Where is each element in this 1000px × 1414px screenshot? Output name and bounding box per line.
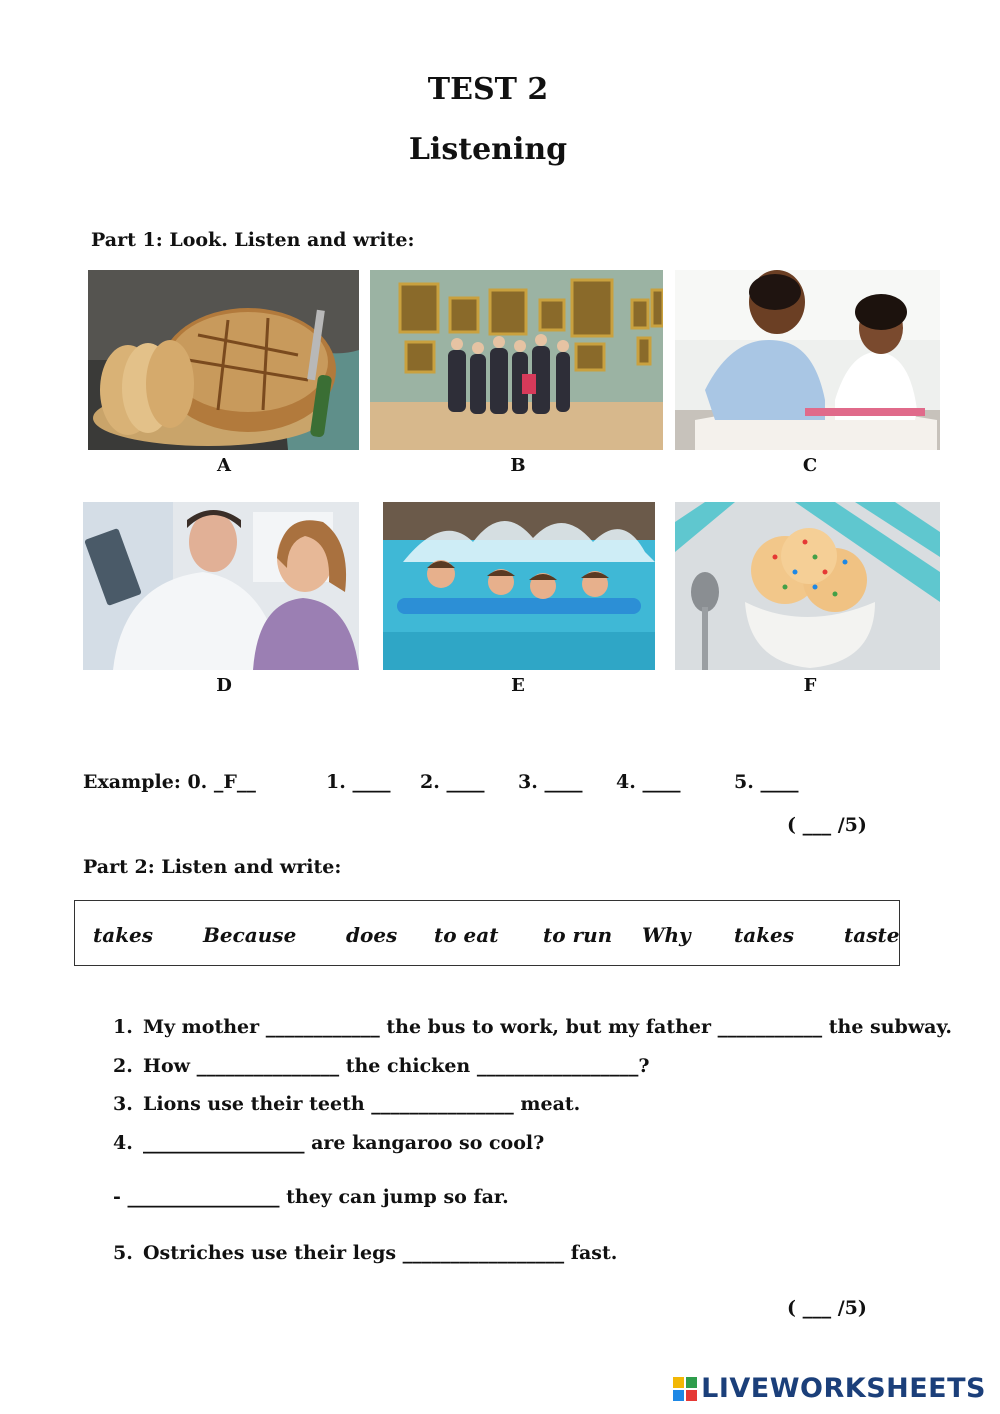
photo-c-studying bbox=[675, 270, 940, 450]
photo-d-caption: D bbox=[216, 675, 232, 696]
part2-score: ( ___ /5) bbox=[787, 1297, 867, 1319]
question-4 bbox=[113, 1132, 544, 1154]
word-bank-item: Why bbox=[642, 923, 691, 947]
answer-blank-3[interactable]: 3. ____ bbox=[518, 771, 583, 793]
question-text[interactable]: _________________ are kangaroo so cool? bbox=[143, 1132, 545, 1154]
photo-b-museum bbox=[370, 270, 663, 450]
question-2 bbox=[113, 1055, 650, 1077]
answer-blank-2[interactable]: 2. ____ bbox=[420, 771, 485, 793]
part1-score: ( ___ /5) bbox=[787, 814, 867, 836]
question-text[interactable]: - ________________ they can jump so far. bbox=[113, 1186, 509, 1208]
question-number: 5. bbox=[113, 1242, 133, 1264]
word-bank-item: takes bbox=[93, 923, 154, 947]
photo-e-caption: E bbox=[511, 675, 525, 696]
answer-blank-4[interactable]: 4. ____ bbox=[616, 771, 681, 793]
question-3 bbox=[113, 1093, 580, 1115]
part1-heading: Part 1: Look. Listen and write: bbox=[91, 229, 415, 251]
photo-b-caption: B bbox=[510, 455, 526, 476]
part2-heading: Part 2: Listen and write: bbox=[83, 856, 342, 878]
question-text[interactable]: My mother ____________ the bus to work, but my father ___________ the subway. bbox=[143, 1016, 952, 1038]
word-bank bbox=[74, 900, 900, 966]
word-bank-item: taste bbox=[844, 923, 900, 947]
photo-a-bread bbox=[88, 270, 359, 450]
page-title: TEST 2 bbox=[427, 72, 549, 107]
photo-a-caption: A bbox=[217, 455, 231, 476]
example-answer: Example: 0. _F__ bbox=[83, 771, 256, 793]
liveworksheets-logo bbox=[673, 1373, 986, 1404]
liveworksheets-logo-icon bbox=[673, 1377, 697, 1401]
word-bank-item: to eat bbox=[434, 923, 499, 947]
photo-c-caption: C bbox=[802, 455, 818, 476]
word-bank-item: does bbox=[346, 923, 398, 947]
question-text[interactable]: How _______________ the chicken _________________? bbox=[143, 1055, 650, 1077]
question-text[interactable]: Lions use their teeth _______________ meat. bbox=[143, 1093, 581, 1115]
photo-f-ice-cream bbox=[675, 502, 940, 670]
question-4-answer bbox=[113, 1186, 509, 1208]
page-subtitle: Listening bbox=[408, 132, 568, 167]
word-bank-item: takes bbox=[734, 923, 795, 947]
answer-blank-5[interactable]: 5. ____ bbox=[734, 771, 799, 793]
answer-blank-1[interactable]: 1. ____ bbox=[326, 771, 391, 793]
word-bank-item: Because bbox=[203, 923, 297, 947]
photo-e-pool bbox=[383, 502, 655, 670]
question-text[interactable]: Ostriches use their legs _________________ fast. bbox=[143, 1242, 618, 1264]
question-number: 2. bbox=[113, 1055, 133, 1077]
question-number: 4. bbox=[113, 1132, 133, 1154]
question-number: 3. bbox=[113, 1093, 133, 1115]
question-1 bbox=[113, 1016, 952, 1038]
photo-f-caption: F bbox=[803, 675, 817, 696]
word-bank-item: to run bbox=[543, 923, 613, 947]
liveworksheets-logo-text: LIVEWORKSHEETS bbox=[701, 1373, 986, 1404]
question-number: 1. bbox=[113, 1016, 133, 1038]
question-5 bbox=[113, 1242, 617, 1264]
photo-d-doctor bbox=[83, 502, 359, 670]
